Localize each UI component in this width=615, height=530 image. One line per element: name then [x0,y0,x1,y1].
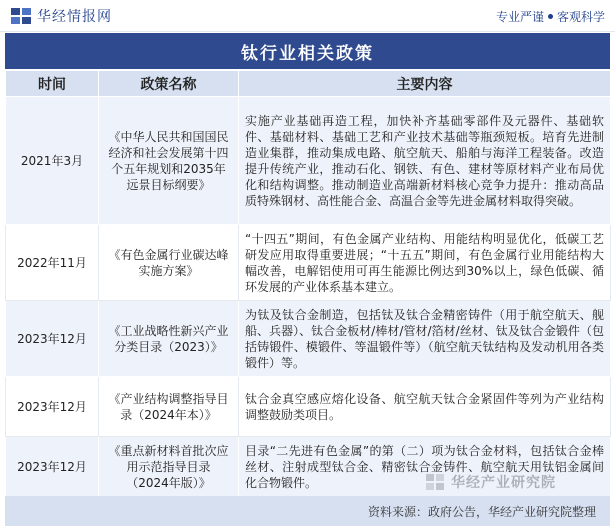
watermark [425,470,605,494]
header-main-content: 主要内容 [239,71,611,97]
cell-time: 2023年12月 [6,301,99,377]
header-bar [0,0,615,32]
cell-content: 实施产业基础再造工程，加快补齐基础零部件及元器件、基础软件、基础材料、基础工艺和产业技术基础等瓶颈短板。培育先进制造业集群，推动集成电路、航空航天、船舶与海洋工程装备。改造提升传统产业，推动石化、钢铁、有色、建材等原材料产业布局优化和结构调整。推动制造业高端新材料核心竞争力提升：推动高品质特殊钢材、高性能合金、高温合金等先进金属材料取得突破。 [239,97,611,225]
cell-content: 为钛及钛合金制造，包括钛及钛合金精密铸件（用于航空航天、舰船、兵器）、钛合金板材/棒材/管材/箔材/丝材、钛及钛合金锻件（包括铸锻件、模锻件、等温锻件等）（航空航天钛结构及发动机用各类锻件）等。 [239,301,611,377]
brand-name: 华经情报网 [37,9,112,25]
cell-policy-name: 《中华人民共和国国民经济和社会发展第十四个五年规划和2035年远景目标纲要》 [99,97,239,225]
slogan-left: 专业严谨 [495,10,544,24]
watermark-text: 华经产业研究院 [451,475,556,491]
cell-policy-name: 《工业战略性新兴产业分类目录（2023）》 [99,301,239,377]
cell-time: 2023年12月 [6,377,99,437]
footer-bar [5,496,610,526]
cell-time: 2021年3月 [6,97,99,225]
cell-policy-name: 《产业结构调整指导目录（2024年本）》 [99,377,239,437]
huajing-logo-icon [10,7,32,25]
header-time: 时间 [6,71,99,97]
cell-content: “十四五”期间，有色金属产业结构、用能结构明显优化，低碳工艺研发应用取得重要进展；“十五五”期间，有色金属行业用能结构大幅改善，电解铝使用可再生能源比例达到30%以上，绿色低碳、循环发展的产业体系基本建立。 [239,225,611,301]
table-row [6,377,611,437]
policy-table [5,70,611,497]
cell-policy-name: 《重点新材料首批次应用示范指导目录（2024年版）》 [99,437,239,497]
watermark-logo-icon [425,473,445,491]
header-policy-name: 政策名称 [99,71,239,97]
table-header-row [6,71,611,97]
slogan-right: 客观科学 [556,10,605,24]
table-row [6,225,611,301]
page-title: 钛行业相关政策 [5,33,610,69]
cell-policy-name: 《有色金属行业碳达峰实施方案》 [99,225,239,301]
cell-time: 2022年11月 [6,225,99,301]
slogan [496,8,605,25]
cell-content: 目录“二先进有色金属”的第（二）项为钛合金材料，包括钛合金棒丝材、注射成型钛合金、精密钛合金铸件、航空航天用钛铝金属间化合物锻件。 [239,437,611,497]
cell-time: 2023年12月 [6,437,99,497]
source-note: 资料来源：政府公告，华经产业研究院整理 [367,505,596,519]
table-row [6,301,611,377]
cell-content: 钛合金真空感应熔化设备、航空航天钛合金紧固件等列为产业结构调整鼓励类项目。 [239,377,611,437]
bullet-dot-icon [548,14,553,19]
table-row [6,97,611,225]
